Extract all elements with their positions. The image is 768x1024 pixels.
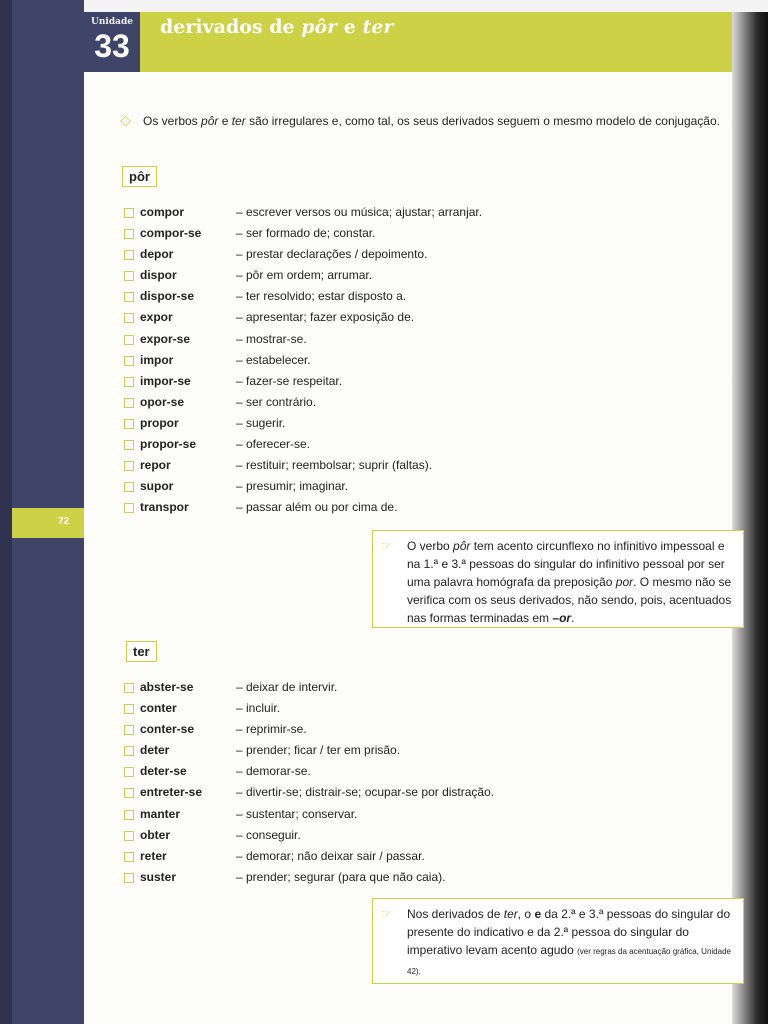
intro-part: são irregulares e, como tal, os seus derivados seguem o mesmo modelo de conjugação. [245,114,720,128]
verb-definition: – deixar de intervir. [236,680,338,694]
note-part: da 2.ª e 3.ª pessoas do singular do presente do indicativo e da 2.ª pessoa do singular do imperativo levam acento agudo [407,907,731,957]
checkbox-icon [124,852,134,862]
verb-definition: – prender; segurar (para que não caia). [236,869,446,884]
unit-label: Unidade [91,17,133,27]
verb-word: abster-se [140,680,194,694]
note-ter [372,898,744,984]
checkbox-icon [124,746,134,756]
verb-word: impor-se [140,373,191,388]
checkbox-icon [124,335,134,345]
title-part-italic: ter [362,16,394,38]
verb-definition: – fazer-se respeitar. [236,373,343,388]
note-part-bold: –or [552,611,572,625]
checkbox-icon [124,873,134,883]
verb-word: supor [140,479,174,494]
verb-word: dispor [140,268,177,283]
note-part: . [571,611,575,625]
verb-word: deter-se [140,764,187,779]
checkbox-icon [124,398,134,408]
note-part: , o [517,907,535,921]
verb-word: suster [140,869,177,884]
verb-definition: – ser contrário. [236,394,317,409]
verb-definition: – pôr em ordem; arrumar. [236,268,373,283]
verb-definition: – presumir; imaginar. [236,479,349,494]
note-part-bold: e [534,907,542,921]
diamond-icon: ◇ [120,112,131,128]
verb-word: transpor [140,500,189,515]
page-title [160,16,393,38]
verb-word: expor-se [140,331,191,346]
verb-definition: – conseguir. [236,827,301,842]
checkbox-icon [124,503,134,513]
verb-word: conter-se [140,722,195,737]
note-ter-text [407,905,737,981]
note-part-italic: pôr [453,539,471,553]
verb-word: entreter-se [140,785,203,800]
intro-part: Os verbos [143,114,202,128]
checkbox-icon [124,292,134,302]
verb-word: depor [140,247,174,262]
unit-number: 33 [94,28,130,64]
verb-word: dispor-se [140,289,195,304]
page-number: 72 [58,516,70,527]
checkbox-icon [124,356,134,366]
unit-box [84,12,140,72]
checkbox-icon [124,250,134,260]
verb-word: compor [140,205,185,219]
checkbox-icon [124,419,134,429]
note-part-small: (ver regras da acentuação gráfica, Unidade 42). [407,947,731,976]
checkbox-icon [124,831,134,841]
intro-text [143,112,743,131]
title-part: e [337,16,363,38]
verb-definition: – sugerir. [236,415,286,430]
intro-part-italic: pôr [201,114,219,128]
note-part: O verbo [407,539,454,553]
title-part: derivados de [160,16,302,38]
verb-definition: – incluir. [236,701,281,716]
verb-word: obter [140,827,170,842]
verb-definition: – divertir-se; distrair-se; ocupar-se por distração. [236,785,495,800]
checkbox-icon [124,767,134,777]
note-part: . O mesmo não se verifica com os seus derivados, não sendo, pois, acentuados nas formas terminadas em [407,575,732,625]
checkbox-icon [124,461,134,471]
verb-definition: – passar além ou por cima de. [236,500,398,515]
verb-word: deter [140,743,170,758]
verb-word: propor [140,415,179,430]
verb-definition: – prestar declarações / depoimento. [236,247,428,262]
note-por [372,530,744,628]
note-part-italic: por [615,575,634,589]
intro-part: e [218,114,232,128]
intro-part-italic: ter [231,114,246,128]
checkbox-icon [124,440,134,450]
note-por-text [407,537,737,627]
checkbox-icon [124,704,134,714]
verb-word: repor [140,458,171,473]
checkbox-icon [124,788,134,798]
verb-definition: – apresentar; fazer exposição de. [236,310,415,325]
verb-word: conter [140,701,177,716]
verb-definition: – estabelecer. [236,352,311,367]
verb-word: impor [140,352,174,367]
verb-definition: – ser formado de; constar. [236,226,376,241]
checkbox-icon [124,810,134,820]
spine-edge [0,0,12,1024]
verb-word: opor-se [140,394,185,409]
verb-word: propor-se [140,437,197,452]
checkbox-icon [124,725,134,735]
verb-word: expor [140,310,173,325]
pointing-hand-icon: ☞ [381,539,392,553]
verb-word: reter [140,848,167,863]
note-part: Nos derivados de [407,907,504,921]
page-fold-shadow [732,12,768,1024]
verb-word: compor-se [140,226,202,241]
checkbox-icon [124,377,134,387]
verb-definition: – ter resolvido; estar disposto a. [236,289,407,304]
verb-definition: – escrever versos ou música; ajustar; arranjar. [236,205,483,219]
verb-definition: – oferecer-se. [236,437,311,452]
checkbox-icon [124,313,134,323]
checkbox-icon [124,271,134,281]
section-label-por: pôr [122,166,157,187]
note-part: tem acento circunflexo no infinitivo impessoal e na 1.ª e 3.ª pessoas do singular do infinitivo pessoal por ser uma palavra homógrafa da preposição [407,539,725,589]
verb-definition: – demorar-se. [236,764,311,779]
checkbox-icon [124,482,134,492]
verb-definition: – restituir; reembolsar; suprir (faltas). [236,458,433,473]
checkbox-icon [124,683,134,693]
page-number-tab [12,508,84,538]
verb-definition: – reprimir-se. [236,722,307,737]
note-part-italic: ter [503,907,518,921]
title-part-italic: pôr [301,16,338,38]
verb-definition: – prender; ficar / ter em prisão. [236,743,401,758]
section-label-ter: ter [126,641,157,662]
verb-definition: – mostrar-se. [236,331,307,346]
checkbox-icon [124,229,134,239]
verb-definition: – sustentar; conservar. [236,806,358,821]
verb-definition: – demorar; não deixar sair / passar. [236,848,425,863]
checkbox-icon [124,208,134,218]
pointing-hand-icon: ☞ [381,907,392,921]
verb-word: manter [140,806,181,821]
